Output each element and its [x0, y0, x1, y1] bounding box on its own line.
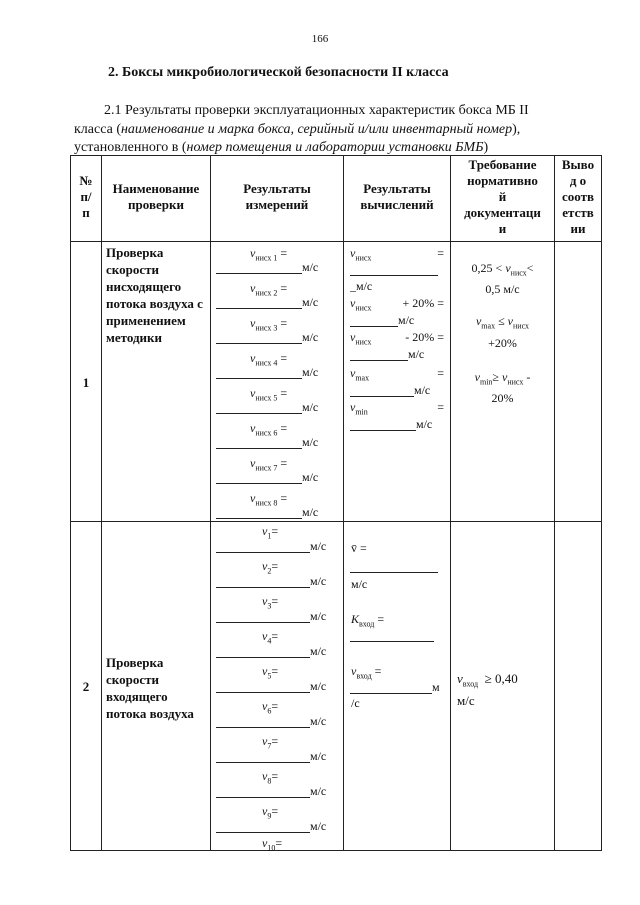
measurement-label: $v_5=$ — [262, 664, 279, 681]
computed-unit: _м/с — [350, 279, 373, 293]
header-name: Наименование проверки — [112, 181, 200, 212]
measurement-field[interactable]: м/с — [216, 435, 318, 449]
measurement-field[interactable]: м/с — [216, 714, 326, 728]
row-1-requirement: $0,25 < v_{нисх}<$ 0,5 м/с $v_{max} \le v_{нисх}$ +20% $v_{min}\ge v_{нисх}$ - 20% — [471, 261, 534, 406]
row-2-requirement: $v_{вход} \ge 0,40$ м/с — [457, 671, 518, 708]
header-computed: Результаты вычислений — [360, 181, 434, 212]
header-measured: Результаты измерений — [243, 181, 311, 212]
computed-unit: м/с — [351, 577, 368, 591]
measurement-field[interactable]: м/с — [216, 539, 326, 553]
computed-field[interactable]: $v_{min}$ = — [350, 400, 444, 417]
measurement-field[interactable]: м/с — [216, 819, 326, 833]
measurement-label: $v_{нисх 3}$ = — [250, 316, 288, 333]
row-1-name: Проверка скорости нисходящего потока воздуха с применением методики — [106, 245, 203, 345]
col-border — [601, 155, 602, 851]
header-divider — [70, 241, 602, 242]
measurement-field[interactable]: м/с — [216, 505, 318, 519]
col-border — [343, 155, 344, 851]
intro-line-2: класса (наименование и марка бокса, серийный и/или инвентарный номер), — [74, 122, 521, 137]
measurement-label: $v_{нисх 7}$ = — [250, 456, 288, 473]
computed-k-label[interactable]: $K_{вход}$ = — [351, 612, 385, 629]
measurement-field[interactable]: м/с — [216, 749, 326, 763]
measurement-label: $v_{нисх 2}$ = — [250, 281, 288, 298]
measurement-field[interactable]: м/с — [216, 260, 318, 274]
measurement-field[interactable]: м/с — [216, 400, 318, 414]
measurement-field[interactable]: м/с — [216, 470, 318, 484]
computed-vin-field[interactable]: м — [350, 680, 440, 694]
computed-unit: м/с — [350, 417, 432, 431]
computed-unit: /с — [351, 696, 360, 710]
header-requirement: Требование нормативно й документаци и — [464, 157, 541, 236]
measurement-label: $v_{нисх 4}$ = — [250, 351, 288, 368]
table-border-bottom — [70, 850, 602, 851]
measurement-label: $v_1=$ — [262, 524, 279, 541]
intro-line-1: 2.1 Результаты проверки эксплуатационных характеристик бокса МБ II — [104, 103, 529, 118]
measurement-label: $v_6=$ — [262, 699, 279, 716]
computed-underline — [350, 628, 434, 642]
measurement-label: $v_4=$ — [262, 629, 279, 646]
computed-unit: м/с — [350, 383, 430, 397]
computed-field[interactable]: $v_{нисх}$ + 20% = — [350, 296, 444, 313]
measurement-label: $v_{10}=$ — [262, 836, 283, 853]
header-conclusion: Выво д о соотв етств ии — [561, 157, 595, 236]
measurement-label: $v_{нисх 1}$ = — [250, 246, 288, 263]
computed-unit: м/с — [350, 347, 424, 361]
measurement-field[interactable]: м/с — [216, 609, 326, 623]
measurement-label: $v_2=$ — [262, 559, 279, 576]
computed-underline — [350, 262, 438, 276]
computed-unit: м/с — [350, 313, 414, 327]
section-title: 2. Боксы микробиологической безопасности II класса — [108, 65, 449, 80]
measurement-field[interactable]: м/с — [216, 574, 326, 588]
measurement-label: $v_7=$ — [262, 734, 279, 751]
measurement-label: $v_{нисх 6}$ = — [250, 421, 288, 438]
computed-field[interactable]: $v_{нисх}$ = — [350, 246, 444, 263]
row-2-name: Проверка скорости входящего потока воздуха — [106, 655, 194, 721]
measurement-label: $v_8=$ — [262, 769, 279, 786]
measurement-label: $v_9=$ — [262, 804, 279, 821]
col-border — [210, 155, 211, 851]
computed-field[interactable]: $v_{max}$ = — [350, 366, 444, 383]
measurement-field[interactable]: м/с — [216, 295, 318, 309]
header-num: № п/ п — [79, 173, 93, 220]
computed-field[interactable]: $v_{нисх}$ - 20% = — [350, 330, 444, 347]
col-border — [554, 155, 555, 851]
intro-line-3: установленного в (номер помещения и лаборатории установки БМБ) — [74, 140, 489, 155]
col-border — [101, 155, 102, 851]
measurement-label: $v_{нисх 5}$ = — [250, 386, 288, 403]
measurement-label: $v_{нисх 8}$ = — [250, 491, 288, 508]
measurement-field[interactable]: м/с — [216, 330, 318, 344]
measurement-field[interactable]: м/с — [216, 365, 318, 379]
computed-mean-label: v̄ = — [351, 541, 367, 555]
row-divider — [70, 521, 602, 522]
measurement-field[interactable]: м/с — [216, 644, 326, 658]
computed-vin-label[interactable]: $v_{вход}$ = — [351, 664, 382, 681]
row-1-number: 1 — [82, 375, 90, 390]
measurement-field[interactable]: м/с — [216, 784, 326, 798]
page-number: 166 — [311, 33, 329, 45]
measurement-label: $v_3=$ — [262, 594, 279, 611]
col-border — [70, 155, 71, 851]
measurement-field[interactable]: м/с — [216, 679, 326, 693]
table-border-top — [70, 155, 602, 156]
computed-underline — [350, 559, 438, 573]
row-2-number: 2 — [82, 679, 90, 694]
